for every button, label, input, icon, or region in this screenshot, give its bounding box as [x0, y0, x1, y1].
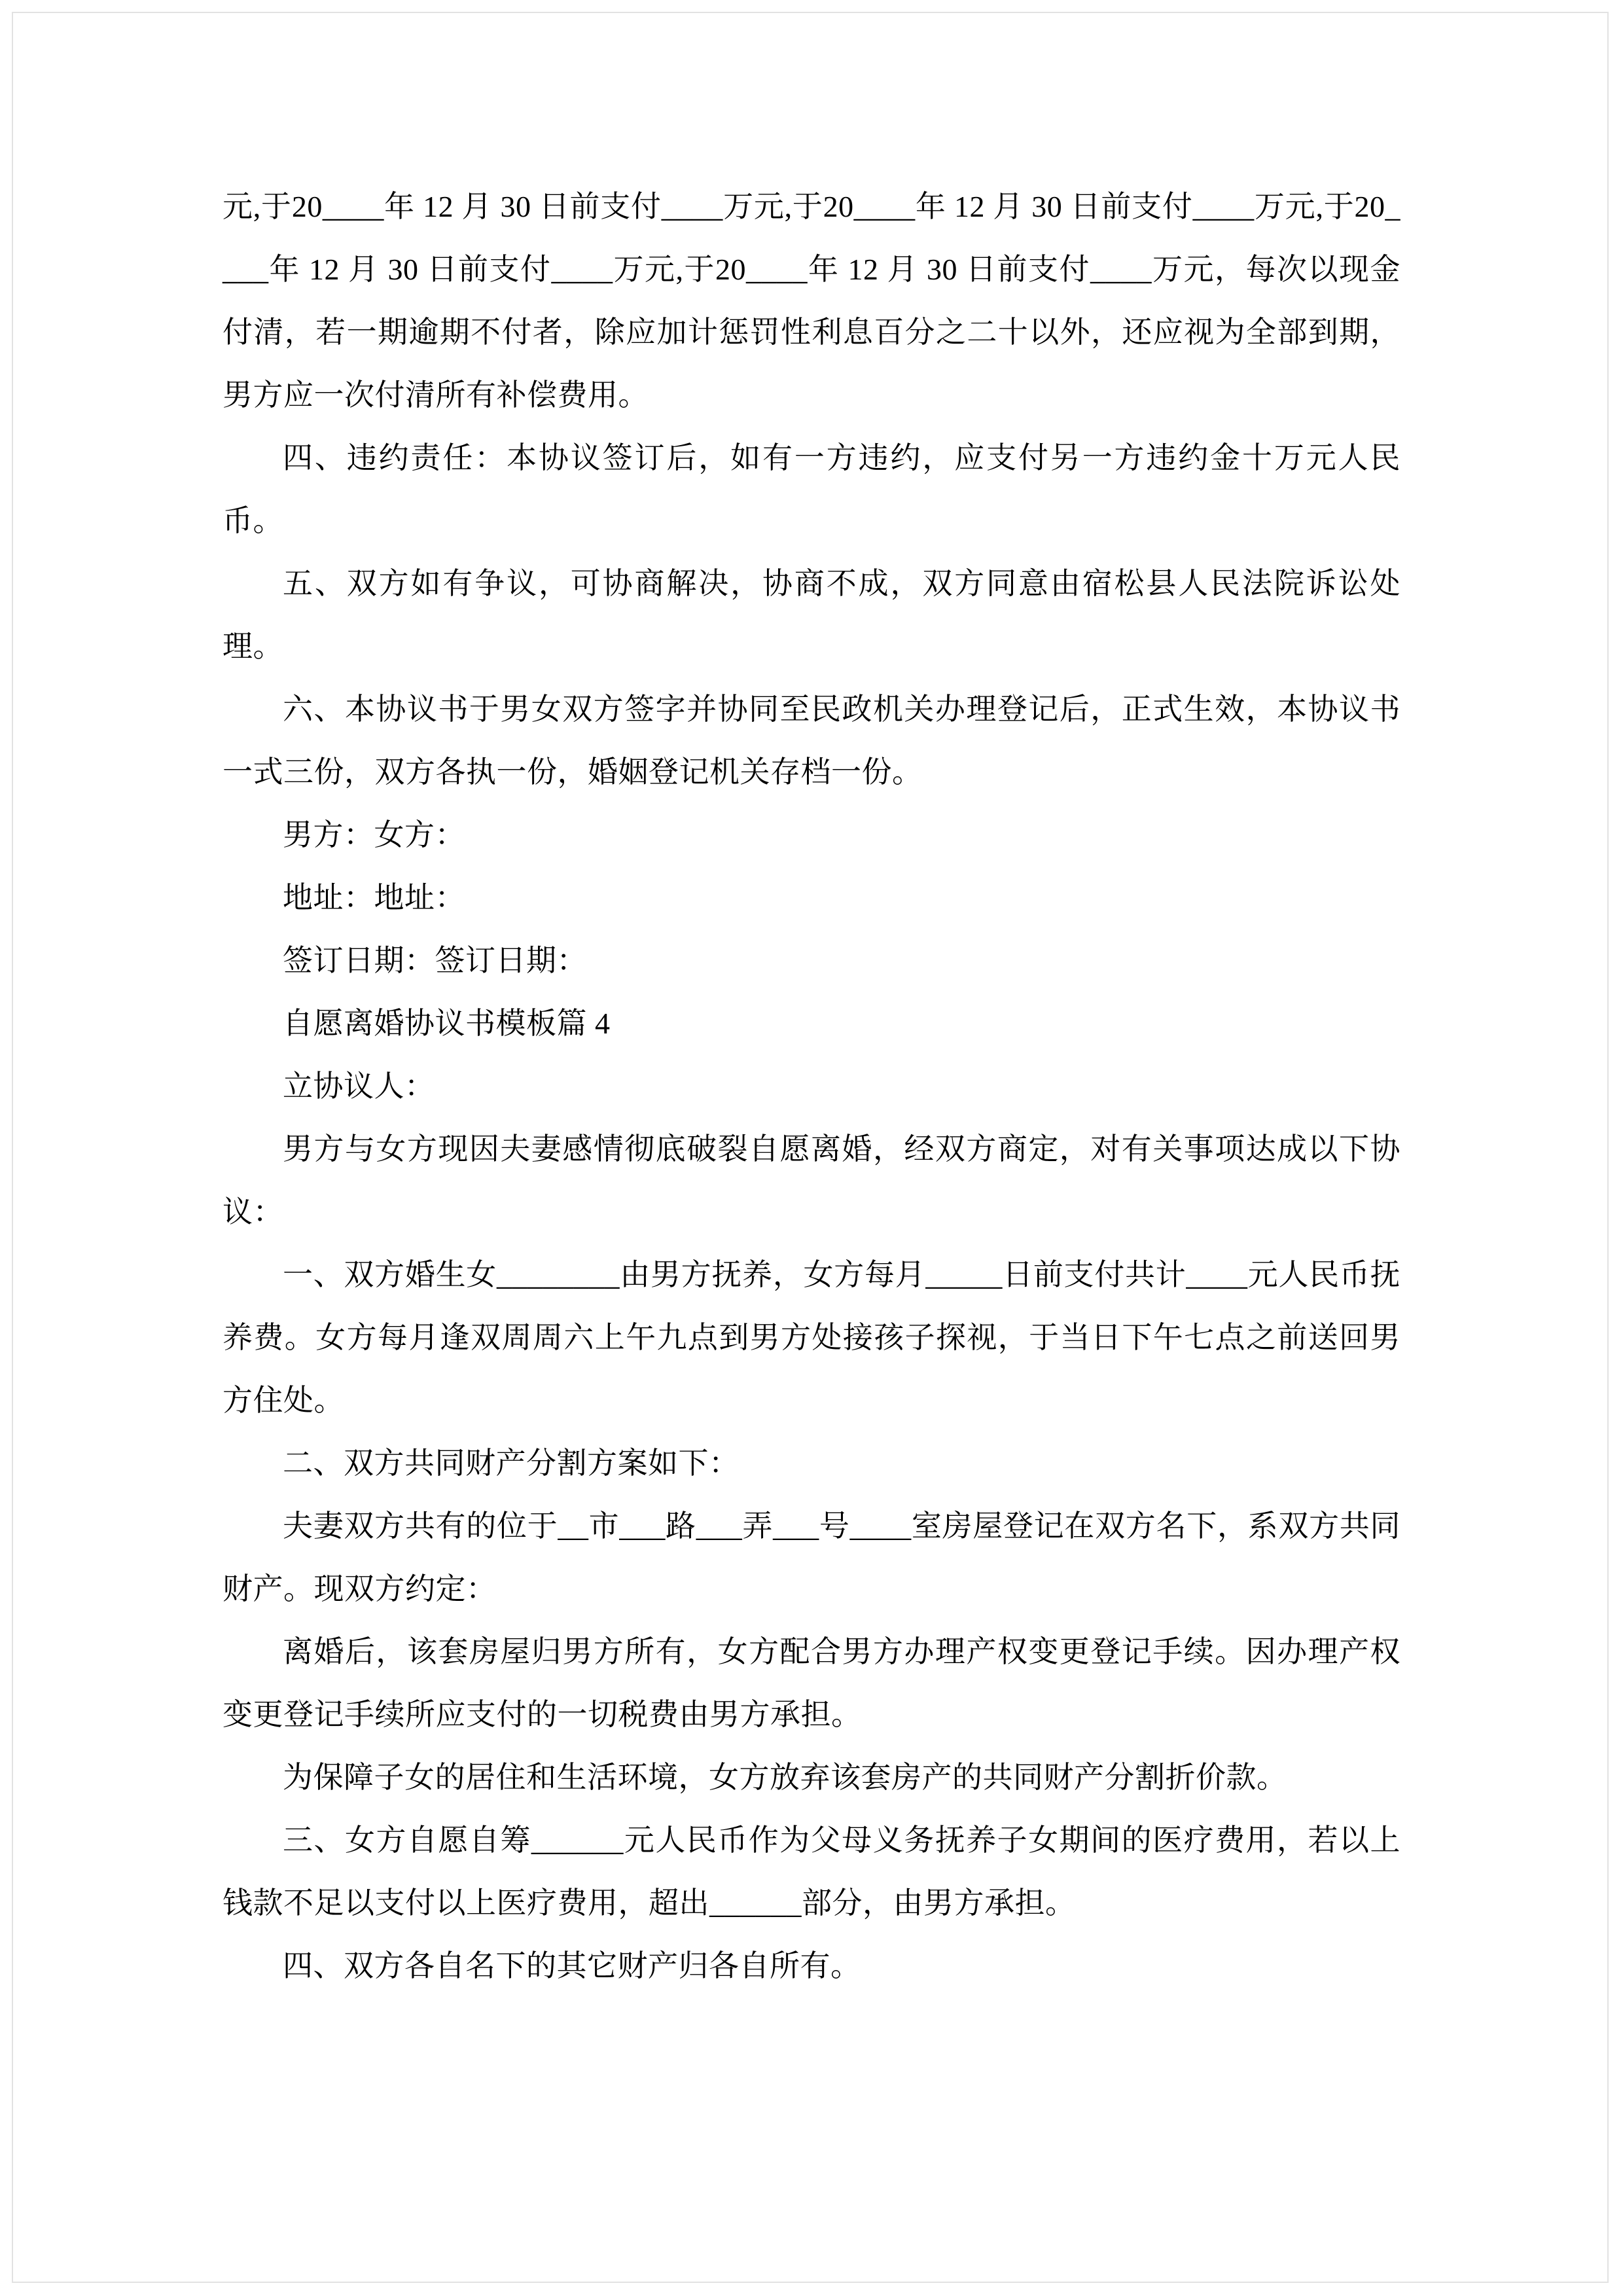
paragraph-clause-four-breach: 四、违约责任：本协议签订后，如有一方违约，应支付另一方违约金十万元人民币。 — [223, 441, 1400, 537]
paragraph-signature-date: 签订日期：签订日期： — [283, 944, 587, 977]
paragraph-clause-one-custody: 一、双方婚生女________由男方抚养，女方每月_____日前支付共计____元人民币抚养费。女方每月逢双周周六上午九点到男方处接孩子探视，于当日下午七点之前送回男方住处。 — [223, 1258, 1400, 1417]
paragraph-preamble: 男方与女方现因夫妻感情彻底破裂自愿离婚，经双方商定，对有关事项达成以下协议： — [223, 1132, 1400, 1229]
paragraph-clause-four-other: 四、双方各自名下的其它财产归各自所有。 — [283, 1949, 861, 1982]
paragraph-payment-schedule: 元,于20____年 12 月 30 日前支付____万元,于20____年 12 月 30 日前支付____万元,于20____年 12 月 30 日前支付____万元,于20____年 12 月 30 日前支付____万元，每次以现金付清，若一期逾期不付者，除应加计惩罚性利息百分之二十以外，还应视为全部到期，男方应一次付清所有补偿费用。 — [223, 190, 1400, 412]
paragraph-clause-five-dispute: 五、双方如有争议，可协商解决，协商不成，双方同意由宿松县人民法院诉讼处理。 — [223, 567, 1400, 663]
paragraph-clause-six-effect: 六、本协议书于男女双方签字并协同至民政机关办理登记后，正式生效，本协议书一式三份，双方各执一份，婚姻登记机关存档一份。 — [223, 692, 1400, 789]
paragraph-clause-three-medical: 三、女方自愿自筹______元人民币作为父母义务抚养子女期间的医疗费用，若以上钱款不足以支付以上医疗费用，超出______部分，由男方承担。 — [223, 1823, 1400, 1920]
paragraph-agreement-maker: 立协议人： — [283, 1069, 435, 1103]
paragraph-signature-address: 地址：地址： — [283, 881, 465, 914]
document-body — [223, 175, 1400, 1998]
paragraph-signature-parties: 男方：女方： — [283, 818, 465, 852]
paragraph-clause-two-property: 二、双方共同财产分割方案如下： — [283, 1446, 740, 1480]
paragraph-property-waiver: 为保障子女的居住和生活环境，女方放弃该套房产的共同财产分割折价款。 — [283, 1761, 1287, 1794]
paragraph-property-transfer: 离婚后，该套房屋归男方所有，女方配合男方办理产权变更登记手续。因办理产权变更登记手续所应支付的一切税费由男方承担。 — [223, 1635, 1400, 1731]
paragraph-template-heading-4: 自愿离婚协议书模板篇 4 — [283, 1007, 611, 1040]
paragraph-property-location: 夫妻双方共有的位于__市___路___弄___号____室房屋登记在双方名下，系双方共同财产。现双方约定： — [223, 1509, 1400, 1605]
